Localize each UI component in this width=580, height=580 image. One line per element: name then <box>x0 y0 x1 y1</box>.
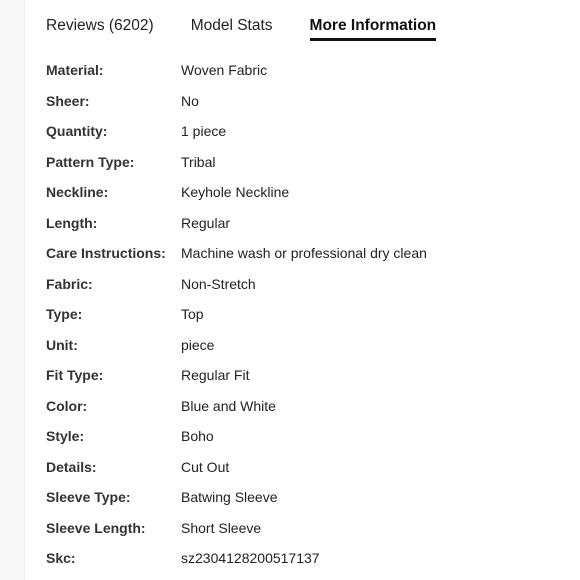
info-value: Non-Stretch <box>181 275 256 292</box>
info-row-unit <box>46 330 566 361</box>
info-value: Top <box>181 306 204 323</box>
info-value: Blue and White <box>181 397 276 414</box>
tab-bar <box>46 0 436 50</box>
info-row-neckline <box>46 177 566 208</box>
info-label: Material: <box>46 62 104 79</box>
info-row-sleeve-type <box>46 482 566 513</box>
tab-more-information[interactable]: More Information <box>310 0 437 50</box>
info-label: Neckline: <box>46 184 109 201</box>
info-label: Fabric: <box>46 275 93 292</box>
info-value: Keyhole Neckline <box>181 184 290 201</box>
info-value: 1 piece <box>181 123 227 140</box>
info-row-color <box>46 391 566 422</box>
info-row-sheer <box>46 86 566 117</box>
info-value: Tribal <box>181 153 216 170</box>
info-label: Sleeve Type: <box>46 489 131 506</box>
info-row-quantity <box>46 116 566 147</box>
info-value: Cut Out <box>181 458 230 475</box>
info-label: Color: <box>46 397 88 414</box>
tab-model-stats[interactable]: Model Stats <box>190 17 273 34</box>
info-value: Batwing Sleeve <box>181 489 278 506</box>
info-row-type <box>46 299 566 330</box>
info-label: Care Instructions: <box>46 245 166 262</box>
info-row-care-instructions <box>46 238 566 269</box>
info-row-details <box>46 452 566 483</box>
info-row-length <box>46 208 566 239</box>
info-label: Quantity: <box>46 123 108 140</box>
info-value: Short Sleeve <box>181 519 262 536</box>
info-row-sleeve-length <box>46 513 566 544</box>
info-row-style <box>46 421 566 452</box>
info-label: Length: <box>46 214 98 231</box>
info-row-fabric <box>46 269 566 300</box>
info-value: Woven Fabric <box>181 62 268 79</box>
info-label: Sheer: <box>46 92 90 109</box>
info-label: Unit: <box>46 336 78 353</box>
info-value: Regular Fit <box>181 367 250 384</box>
info-value: sz2304128200517137 <box>181 550 320 567</box>
info-label: Sleeve Length: <box>46 519 146 536</box>
info-row-skc <box>46 543 566 574</box>
more-information-table <box>46 55 566 574</box>
info-label: Style: <box>46 428 85 445</box>
tab-reviews[interactable]: Reviews (6202) <box>46 17 154 34</box>
info-label: Pattern Type: <box>46 153 135 170</box>
info-value: Boho <box>181 428 214 445</box>
info-value: piece <box>181 336 215 353</box>
info-value: Regular <box>181 214 231 231</box>
info-row-material <box>46 55 566 86</box>
info-label: Details: <box>46 458 97 475</box>
info-label: Skc: <box>46 550 76 567</box>
info-value: No <box>181 92 199 109</box>
left-panel-edge <box>0 0 25 580</box>
info-row-fit-type <box>46 360 566 391</box>
info-label: Fit Type: <box>46 367 104 384</box>
info-value: Machine wash or professional dry clean <box>181 245 427 262</box>
info-row-pattern-type <box>46 147 566 178</box>
info-label: Type: <box>46 306 83 323</box>
